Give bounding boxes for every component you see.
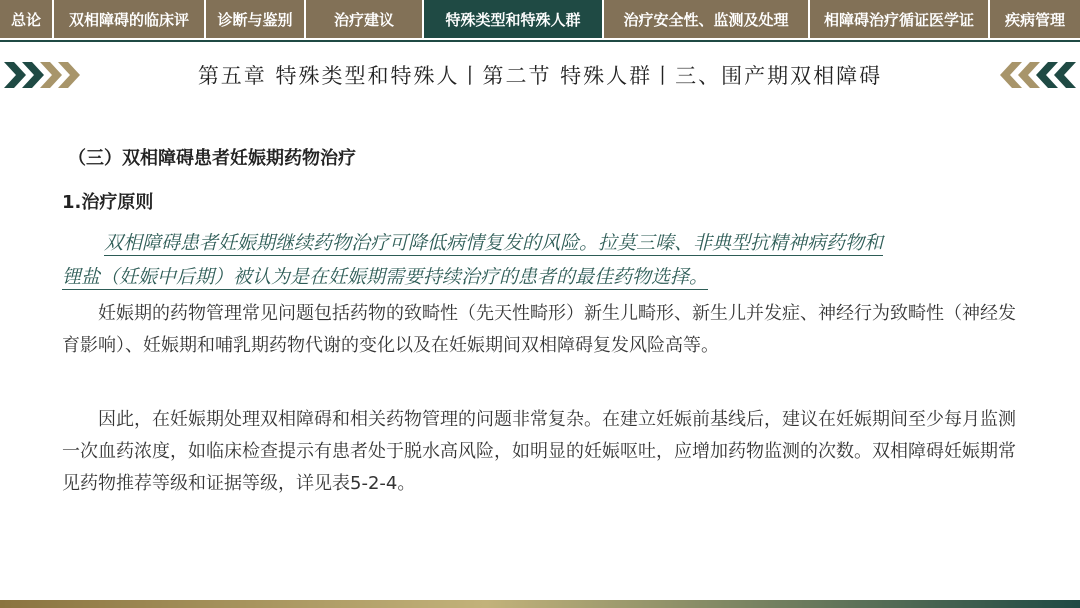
chapter-heading: 第五章 特殊类型和特殊人丨第二节 特殊人群丨三、围产期双相障碍 bbox=[197, 64, 883, 88]
paragraph-monitoring: 因此，在妊娠期处理双相障碍和相关药物管理的问题非常复杂。在建立妊娠前基线后，建议在妊娠期间至少每月监测一次血药浓度，如临床检查提示有患者处于脱水高风险，如明显的妊娠呕吐，应增加药物监测的次数。双相障碍妊娠期常见药物推荐等级和证据等级，详见表5-2-4。 bbox=[62, 409, 1016, 494]
tab-clinical-evaluation[interactable]: 双相障碍的临床评 bbox=[54, 0, 204, 38]
paragraph-drug-issues: 妊娠期的药物管理常见问题包括药物的致畸性（先天性畸形）新生儿畸形、新生儿并发症、神经行为致畸性（神经发育影响）、妊娠期和哺乳期药物代谢的变化以及在妊娠期间双相障碍复发风险高等。 bbox=[62, 303, 1016, 356]
tab-disease-management[interactable]: 疾病管理 bbox=[990, 0, 1080, 38]
section-title: （三）双相障碍患者妊娠期药物治疗 bbox=[68, 148, 356, 169]
tab-safety-monitoring[interactable]: 治疗安全性、监测及处理 bbox=[604, 0, 808, 38]
highlight-line-2: 锂盐（妊娠中后期）被认为是在妊娠期需要持续治疗的患者的最佳药物选择。 bbox=[62, 266, 709, 288]
tab-treatment-advice[interactable]: 治疗建议 bbox=[306, 0, 422, 38]
tab-overview[interactable]: 总论 bbox=[0, 0, 52, 38]
top-navigation-tabs bbox=[0, 0, 1080, 40]
tab-special-populations[interactable]: 特殊类型和特殊人群 bbox=[424, 0, 602, 38]
highlighted-principle bbox=[62, 226, 1012, 294]
tab-evidence-based[interactable]: 相障碍治疗循证医学证 bbox=[810, 0, 988, 38]
bottom-decorative-bar bbox=[0, 600, 1080, 608]
sub-title: 1.治疗原则 bbox=[62, 192, 154, 213]
tab-diagnosis[interactable]: 诊断与鉴别 bbox=[206, 0, 304, 38]
tab-bar-divider bbox=[0, 40, 1080, 42]
left-chevrons-icon bbox=[4, 62, 84, 88]
right-chevrons-icon bbox=[996, 62, 1076, 88]
highlight-line-1: 双相障碍患者妊娠期继续药物治疗可降低病情复发的风险。拉莫三嗪、非典型抗精神病药物和 bbox=[104, 232, 884, 254]
